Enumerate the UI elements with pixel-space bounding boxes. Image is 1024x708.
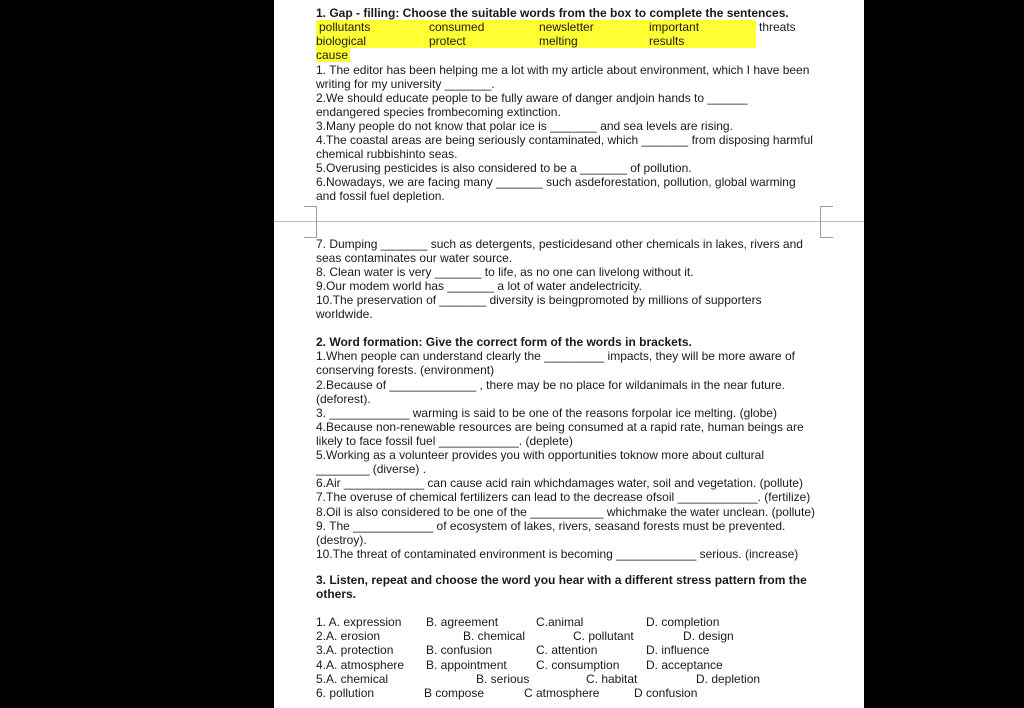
question-line: 3. ____________ warming is said to be one of the reasons forpolar ice melting. (globe) [316, 406, 777, 420]
choice-row [316, 686, 836, 700]
choice-option: D. design [683, 629, 734, 643]
question-line: 10.The threat of contaminated environment is becoming ____________ serious. (increase) [316, 547, 799, 561]
box-word: biological [316, 34, 367, 48]
box-word: protect [429, 34, 466, 48]
page-break-bracket-left [304, 206, 317, 238]
question-line: 10.The preservation of _______ diversity is beingpromoted by millions of supporters [316, 293, 762, 307]
question-line: (destroy). [316, 533, 367, 547]
box-word: important [649, 20, 700, 34]
question-line: 2.We should educate people to be fully aware of danger andjoin hands to ______ [316, 91, 748, 105]
choice-row [316, 643, 836, 657]
choice-option: B. serious [476, 672, 530, 686]
question-line: conserving forests. (environment) [316, 363, 495, 377]
choice-option: B. chemical [463, 629, 526, 643]
choice-option: C. habitat [586, 672, 638, 686]
choice-option: D. influence [646, 643, 710, 657]
question-line: 2.Because of _____________ , there may be no place for wildanimals in the near future. [316, 378, 785, 392]
page-break-bracket-right [820, 206, 833, 238]
choice-option: B. agreement [426, 615, 499, 629]
question-line: 5.Working as a volunteer provides you with opportunities toknow more about cultural [316, 448, 765, 462]
question-line: 5.Overusing pesticides is also considered to be a _______ of pollution. [316, 161, 692, 175]
question-line: ________ (diverse) . [316, 462, 427, 476]
box-word: melting [539, 34, 578, 48]
question-line: 4.The coastal areas are being seriously contaminated, which _______ from disposing harmful [316, 133, 813, 147]
box-word: results [649, 34, 685, 48]
section3-title-cont: others. [316, 587, 357, 601]
page-break-line [274, 221, 864, 222]
choice-option: C. attention [536, 643, 598, 657]
question-line: 9. The ____________ of ecosystem of lakes, rivers, seasand forests must be prevented. [316, 519, 786, 533]
question-line: 7. Dumping _______ such as detergents, pesticidesand other chemicals in lakes, rivers and [316, 237, 803, 251]
question-line: endangered species frombecoming extinction. [316, 105, 561, 119]
choice-option: B. confusion [426, 643, 493, 657]
section2-title: 2. Word formation: Give the correct form of the words in brackets. [316, 335, 692, 349]
box-word: newsletter [539, 20, 594, 34]
choice-option: C.animal [536, 615, 584, 629]
question-line: 6.Air ____________ can cause acid rain whichdamages water, soil and vegetation. (pollute) [316, 476, 803, 490]
question-line: 4.Because non-renewable resources are being consumed at a rapid rate, human beings are [316, 420, 804, 434]
worksheet-page [274, 0, 864, 708]
choice-option: 3.A. protection [316, 643, 394, 657]
section1-title: 1. Gap - filling: Choose the suitable words from the box to complete the sentences. [316, 6, 789, 20]
choice-option: C. consumption [536, 658, 620, 672]
section3-title: 3. Listen, repeat and choose the word you hear with a different stress pattern from the [316, 573, 807, 587]
question-line: 3.Many people do not know that polar ice is _______ and sea levels are rising. [316, 119, 733, 133]
choice-option: C. pollutant [573, 629, 634, 643]
choice-option: 2.A. erosion [316, 629, 381, 643]
choice-option: 1. A. expression [316, 615, 402, 629]
choice-row [316, 672, 836, 686]
box-word: consumed [429, 20, 485, 34]
choice-option: D. completion [646, 615, 720, 629]
choice-row [316, 615, 836, 629]
choice-row [316, 629, 836, 643]
question-line: likely to face fossil fuel ____________. (deplete) [316, 434, 573, 448]
question-line: 1. The editor has been helping me a lot with my article about environment, which I have been [316, 63, 810, 77]
question-line: 8. Clean water is very _______ to life, as no one can livelong without it. [316, 265, 694, 279]
question-line: seas contaminates our water source. [316, 251, 513, 265]
choice-option: C atmosphere [524, 686, 600, 700]
choice-option: B compose [424, 686, 485, 700]
box-word: pollutants [319, 20, 371, 34]
question-line: worldwide. [316, 307, 373, 321]
choice-option: 5.A. chemical [316, 672, 389, 686]
choice-option: 4.A. atmosphere [316, 658, 405, 672]
choice-row [316, 658, 836, 672]
question-line: 6.Nowadays, we are facing many _______ such asdeforestation, pollution, global warming [316, 175, 796, 189]
question-line: 7.The overuse of chemical fertilizers can lead to the decrease ofsoil ____________. (fertilize) [316, 490, 811, 504]
choice-option: 6. pollution [316, 686, 375, 700]
question-line: 9.Our modem world has _______ a lot of water andelectricity. [316, 279, 642, 293]
question-line: writing for my university _______. [316, 77, 495, 91]
question-line: 1.When people can understand clearly the _________ impacts, they will be more aware of [316, 349, 795, 363]
box-word: threats [759, 20, 796, 34]
box-word: cause [316, 48, 349, 62]
question-line: chemical rubbishinto seas. [316, 147, 458, 161]
choice-option: D. acceptance [646, 658, 723, 672]
choice-option: D. depletion [696, 672, 761, 686]
choice-option: B. appointment [426, 658, 507, 672]
question-line: 8.Oil is also considered to be one of the ___________ whichmake the water unclean. (pollute) [316, 505, 815, 519]
question-line: and fossil fuel depletion. [316, 189, 445, 203]
question-line: (deforest). [316, 392, 371, 406]
choice-option: D confusion [634, 686, 698, 700]
